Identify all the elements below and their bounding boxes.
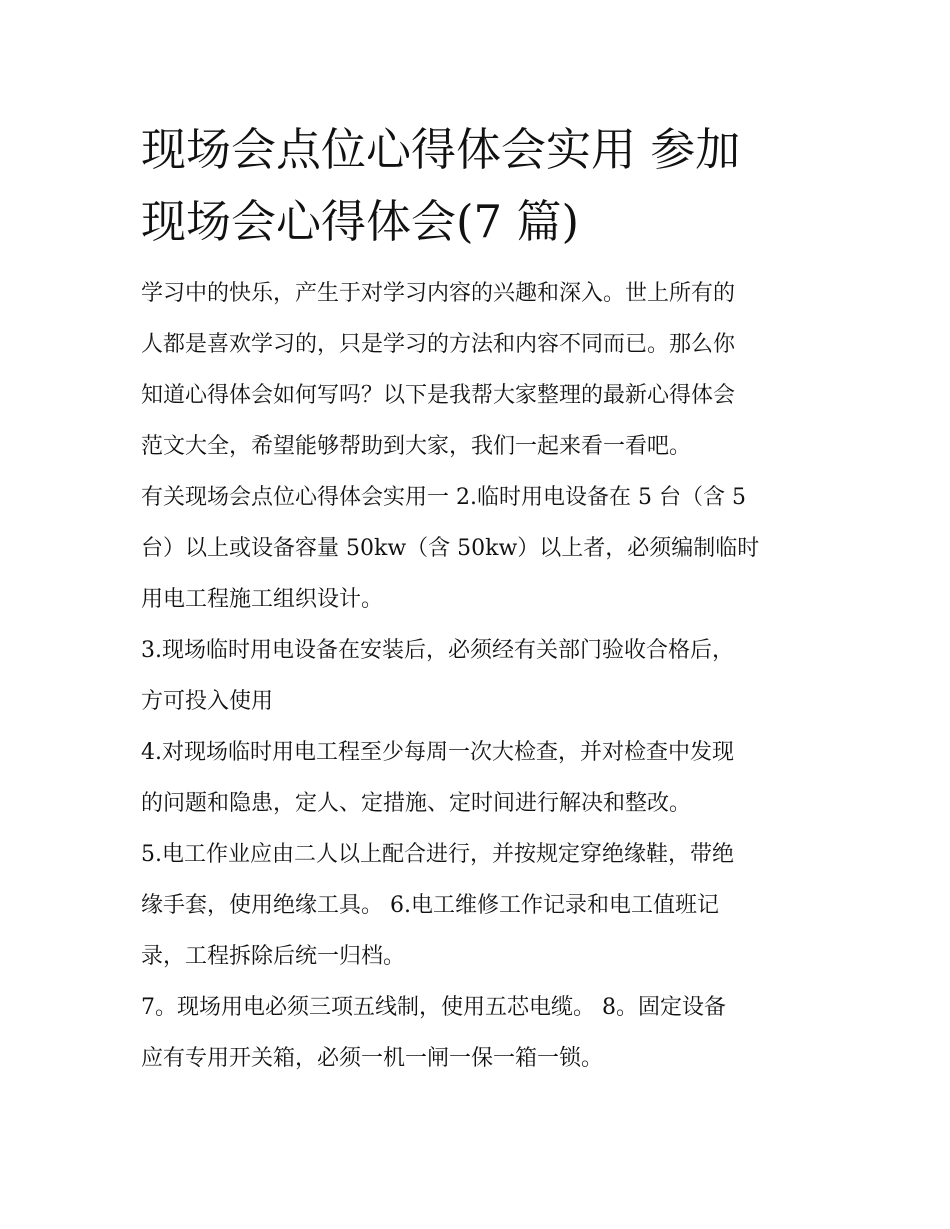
text-line: 7。现场用电必须三项五线制，使用五芯电缆。 8。固定设备 xyxy=(141,995,726,1020)
text-line: 用电工程施工组织设计。 xyxy=(141,587,384,612)
text-line: 5.电工作业应由二人以上配合进行，并按规定穿绝缘鞋，带绝 xyxy=(141,842,734,867)
text-line: 台）以上或设备容量 50kw（含 50kw）以上者，必须编制临时 xyxy=(141,536,760,561)
document-title xyxy=(141,114,813,258)
text-line: 知道心得体会如何写吗？以下是我帮大家整理的最新心得体会 xyxy=(141,383,736,408)
document-content xyxy=(141,114,813,1084)
text-line: 学习中的快乐，产生于对学习内容的兴趣和深入。世上所有的 xyxy=(141,281,736,306)
paragraph-item-2 xyxy=(141,472,813,625)
text-line: 录，工程拆除后统一归档。 xyxy=(141,944,406,969)
text-line: 3.现场临时用电设备在安装后，必须经有关部门验收合格后， xyxy=(141,638,734,663)
title-line: 现场会心得体会(7 篇) xyxy=(141,195,580,248)
text-line: 范文大全，希望能够帮助到大家，我们一起来看一看吧。 xyxy=(141,434,692,459)
paragraph-item-3 xyxy=(141,625,813,727)
text-line: 人都是喜欢学习的，只是学习的方法和内容不同而已。那么你 xyxy=(141,332,736,357)
title-line: 现场会点位心得体会实用 参加 xyxy=(141,123,741,176)
text-line: 应有专用开关箱，必须一机一闸一保一箱一锁。 xyxy=(141,1046,604,1071)
text-line: 缘手套，使用绝缘工具。 6.电工维修工作记录和电工值班记 xyxy=(141,893,719,918)
paragraph-item-4 xyxy=(141,727,813,829)
text-line: 4.对现场临时用电工程至少每周一次大检查，并对检查中发现 xyxy=(141,740,734,765)
text-line: 的问题和隐患，定人、定措施、定时间进行解决和整改。 xyxy=(141,791,692,816)
text-line: 方可投入使用 xyxy=(141,689,274,714)
paragraph-item-7-8 xyxy=(141,982,813,1084)
paragraph-item-5-6 xyxy=(141,829,813,982)
paragraph-intro xyxy=(141,268,813,472)
text-line: 有关现场会点位心得体会实用一 2.临时用电设备在 5 台（含 5 xyxy=(141,485,746,510)
document-body xyxy=(141,268,813,1084)
